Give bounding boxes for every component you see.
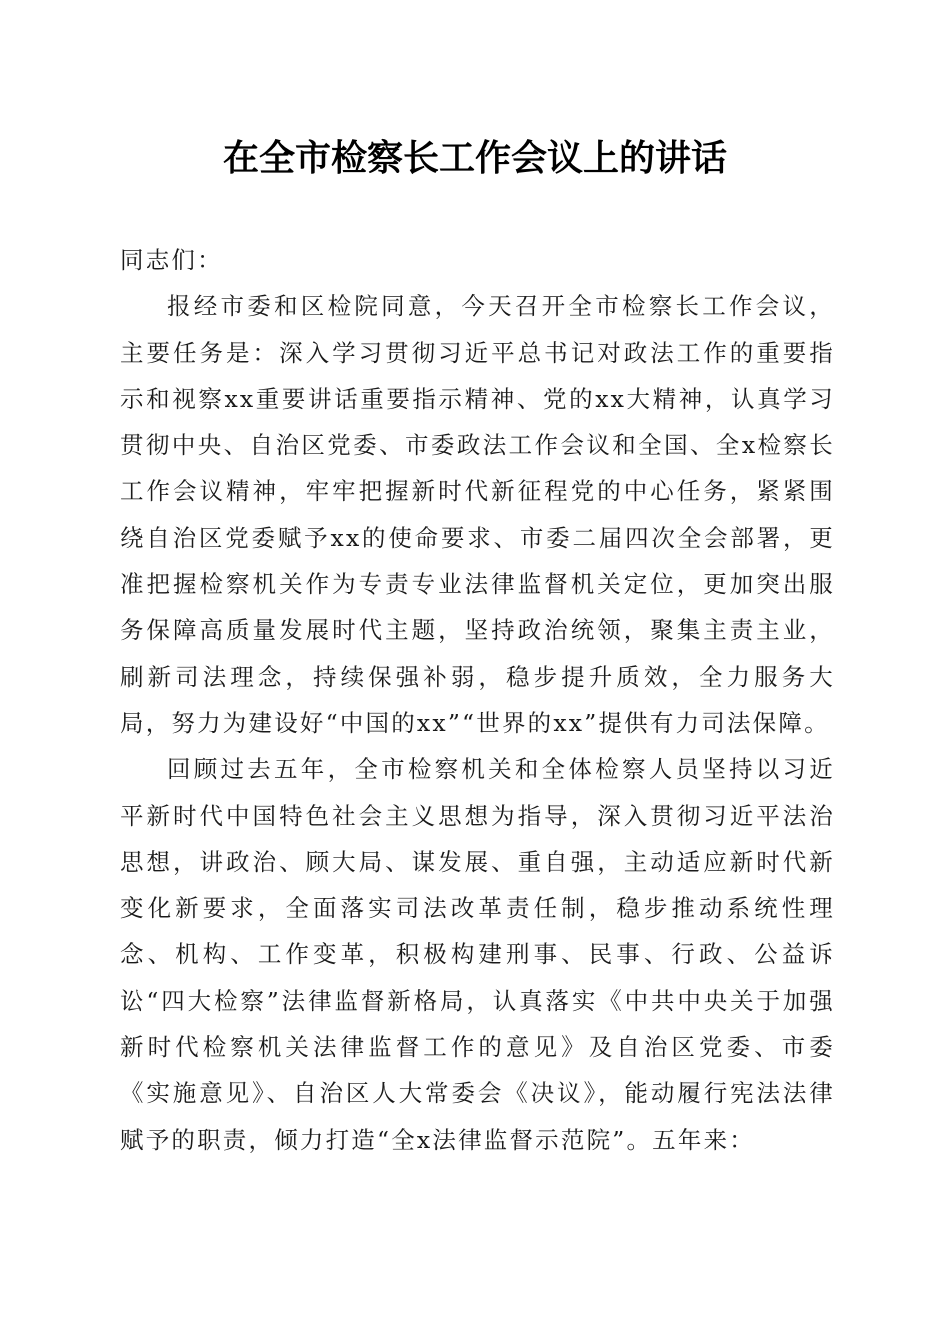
salutation: 同志们： <box>120 246 223 274</box>
document-body <box>120 237 835 1163</box>
paragraph-review: 回顾过去五年，全市检察机关和全体检察人员坚持以习近平新时代中国特色社会主义思想为指导，深入贯彻习近平法治思想，讲政治、顾大局、谋发展、重自强，主动适应新时代新变化新要求，全面落实司法改革责任制，稳步推动系统性理念、机构、工作变革，积极构建刑事、民事、行政、公益诉讼“四大检察”法律监督新格局，认真落实《中共中央关于加强新时代检察机关法律监督工作的意见》及自治区党委、市委《实施意见》、自治区人大常委会《决议》，能动履行宪法法律赋予的职责，倾力打造“全x法律监督示范院”。五年来： <box>120 755 835 1154</box>
document-title: 在全市检察长工作会议上的讲话 <box>222 137 727 179</box>
paragraph-opening: 报经市委和区检院同意，今天召开全市检察长工作会议，主要任务是：深入学习贯彻习近平总书记对政法工作的重要指示和视察xx重要讲话重要指示精神、党的xx大精神，认真学习贯彻中央、自治区党委、市委政法工作会议和全国、全x检察长工作会议精神，牢牢把握新时代新征程党的中心任务，紧紧围绕自治区党委赋予xx的使命要求、市委二届四次全会部署，更准把握检察机关作为专责专业法律监督机关定位，更加突出服务保障高质量发展时代主题，坚持政治统领，聚集主责主业，刷新司法理念，持续保强补弱，稳步提升质效，全力服务大局，努力为建设好“中国的xx”“世界的xx”提供有力司法保障。 <box>120 292 835 737</box>
